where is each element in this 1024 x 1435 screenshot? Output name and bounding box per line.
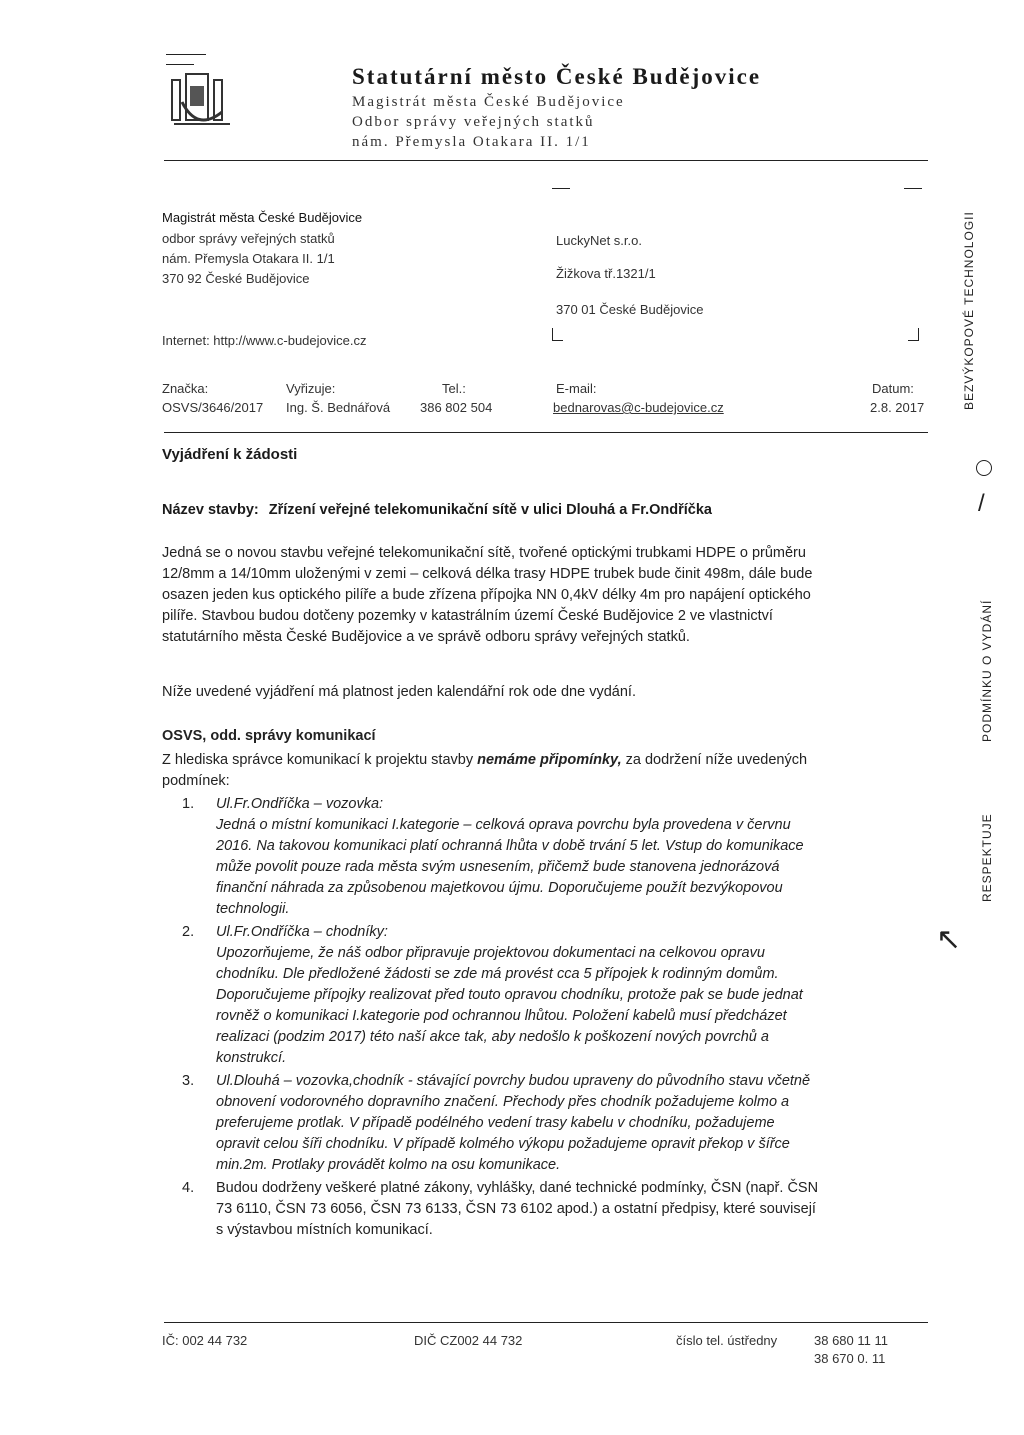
item-number: 2. bbox=[182, 924, 195, 940]
item-line: konstrukcí. bbox=[216, 1050, 287, 1066]
validity-note: Níže uvedené vyjádření má platnost jeden kalendářní rok ode dne vydání. bbox=[162, 684, 636, 700]
handwritten-note-3: RESPEKTUJE bbox=[980, 813, 994, 902]
section-intro-c: za dodržení níže uvedených bbox=[621, 752, 808, 768]
intro-line: osazen jeden kus optického pilíře a bude zřízena přípojka NN 0,4kV délky 4m pro napájení optického bbox=[162, 587, 811, 603]
item-line: Upozorňujeme, že náš odbor připravuje projektovou dokumentaci na celkovou opravu bbox=[216, 945, 765, 961]
document-title: Vyjádření k žádosti bbox=[162, 446, 298, 463]
footer-phone-label: číslo tel. ústředny bbox=[676, 1333, 778, 1348]
footer-phone-2: 38 670 0. 11 bbox=[814, 1351, 886, 1366]
recipient-city: 370 01 České Budějovice bbox=[556, 302, 704, 317]
intro-paragraph bbox=[162, 543, 924, 648]
sender-internet: Internet: http://www.c-budejovice.cz bbox=[162, 333, 367, 348]
item-number: 4. bbox=[182, 1180, 195, 1196]
handler-value: Ing. Š. Bednářová bbox=[286, 400, 391, 415]
address-window-corner-right bbox=[908, 328, 919, 341]
recipient-street: Žižkova tř.1321/1 bbox=[556, 266, 656, 281]
date-label: Datum: bbox=[872, 381, 914, 396]
recipient-name: LuckyNet s.r.o. bbox=[556, 233, 642, 248]
city-crest-logo bbox=[162, 72, 242, 138]
intro-line: 12/8mm a 14/10mm uloženými v zemi – celková délka trasy HDPE trubek bude činit 498m, dále bude bbox=[162, 566, 813, 582]
item-number: 3. bbox=[182, 1073, 195, 1089]
intro-line: statutárního města České Budějovice a ve správě odboru správy veřejných statků. bbox=[162, 629, 690, 645]
item-line: s výstavbou místních komunikací. bbox=[216, 1222, 433, 1238]
email-label: E-mail: bbox=[556, 381, 597, 396]
item-number: 1. bbox=[182, 796, 195, 812]
handwritten-note-1: BEZVÝKOPOVÉ TECHNOLOGII bbox=[962, 211, 976, 410]
intro-line: Jedná se o novou stavbu veřejné telekomunikační sítě, tvořené optickými trubkami HDPE o průměru bbox=[162, 545, 806, 561]
item-line: preferujeme protlak. V případě podélného vedení trasy kabelu v chodníku, požadujeme bbox=[216, 1115, 775, 1131]
item-line: Budou dodrženy veškeré platné zákony, vyhlášky, dané technické podmínky, ČSN (např. ČSN bbox=[216, 1180, 819, 1196]
header-line-2: Odbor správy veřejných statků bbox=[352, 114, 595, 130]
header-line-1: Magistrát města České Budějovice bbox=[352, 94, 625, 110]
section-intro-b: nemáme připomínky, bbox=[477, 752, 622, 768]
item-line: Ul.Dlouhá – vozovka,chodník - stávající povrchy budou upraveny do původního stavu včetně bbox=[216, 1073, 811, 1089]
sender-dept: odbor správy veřejných statků bbox=[162, 231, 335, 246]
item-line: technologii. bbox=[216, 901, 290, 917]
handwritten-circle-mark bbox=[976, 460, 992, 476]
ref-value: OSVS/3646/2017 bbox=[162, 400, 264, 415]
intro-line: pilíře. Stavbou budou dotčeny pozemky v katastrálním území České Budějovice 2 ve vlastnictví bbox=[162, 608, 773, 624]
sender-city: 370 92 České Budějovice bbox=[162, 271, 310, 286]
list-item bbox=[162, 1178, 932, 1241]
item-line: může povolit pouze rada města svým usnesením, přičemž bude stanovena jednorázová bbox=[216, 859, 780, 875]
handler-label: Vyřizuje: bbox=[286, 381, 336, 396]
email-link[interactable]: bednarovas@c-budejovice.cz bbox=[553, 400, 724, 415]
handwritten-arrow-icon: ↖ bbox=[936, 923, 962, 956]
list-item bbox=[162, 1071, 932, 1176]
list-item bbox=[162, 922, 932, 1069]
stavba-value: Zřízení veřejné telekomunikační sítě v ulici Dlouhá a Fr.Ondříčka bbox=[268, 502, 712, 518]
stavba-label: Název stavby: bbox=[162, 502, 259, 518]
handwritten-note-2: PODMÍNKU O VYDÁNÍ bbox=[980, 599, 994, 742]
header-line-3: nám. Přemysla Otakara II. 1/1 bbox=[352, 134, 591, 150]
sender-street: nám. Přemysla Otakara II. 1/1 bbox=[162, 251, 335, 266]
conditions-list bbox=[162, 794, 932, 1241]
item-line: opravit celou šíři chodníku. V případě kolmého výkopu požadujeme opravit překop v šířce bbox=[216, 1136, 790, 1152]
item-line: finanční náhrada za způsobenou majetkovou újmu. Doporučujeme použít bezvýkopovou bbox=[216, 880, 783, 896]
ref-label: Značka: bbox=[162, 381, 209, 396]
footer-phone-1: 38 680 11 11 bbox=[814, 1333, 888, 1348]
section-intro-d: podmínek: bbox=[162, 773, 230, 789]
tel-value: 386 802 504 bbox=[420, 400, 493, 415]
item-line: obnovení vodorovného dopravního značení. Přechody přes chodník požadujeme kolmo a bbox=[216, 1094, 790, 1110]
item-line: min.2m. Protlaky provádět kolmo na osu komunikace. bbox=[216, 1157, 561, 1173]
date-value: 2.8. 2017 bbox=[870, 400, 925, 415]
footer-ico: IČ: 002 44 732 bbox=[162, 1333, 248, 1348]
footer-dic: DIČ CZ002 44 732 bbox=[414, 1333, 523, 1348]
item-line: realizaci (podzim 2017) této naší akce tak, aby nedošlo k poškození nových povrchů a bbox=[216, 1029, 769, 1045]
item-line: Doporučujeme přípojky realizovat před touto opravou chodníku, protože pak se bude jednat bbox=[216, 987, 803, 1003]
item-line: Jedná o místní komunikaci I.kategorie – celková oprava povrchu byla provedena v červnu bbox=[216, 817, 791, 833]
address-window-corner-left bbox=[552, 328, 563, 341]
tel-label: Tel.: bbox=[442, 381, 466, 396]
list-item bbox=[162, 794, 932, 920]
stavba-row bbox=[162, 502, 712, 518]
header-title: Statutární město České Budějovice bbox=[352, 64, 762, 89]
item-line: Ul.Fr.Ondříčka – chodníky: bbox=[216, 924, 388, 940]
sender-org: Magistrát města České Budějovice bbox=[162, 210, 363, 225]
item-line: Ul.Fr.Ondříčka – vozovka: bbox=[216, 796, 384, 812]
item-line: 2016. Na takovou komunikaci platí ochranná lhůta v době trvání 5 let. Vstup do komunikace bbox=[216, 838, 804, 854]
item-line: rovněž o komunikaci I.kategorie pod ochrannou lhůtou. Položení kabelů musí předcházet bbox=[216, 1008, 787, 1024]
item-line: chodníku. Dle předložené žádosti se zde má provést cca 5 přípojek k rodinným domům. bbox=[216, 966, 779, 982]
section-title: OSVS, odd. správy komunikací bbox=[162, 728, 376, 744]
handwritten-slash-mark: / bbox=[978, 490, 985, 517]
section-intro bbox=[162, 750, 924, 792]
item-line: 73 6110, ČSN 73 6056, ČSN 73 6133, ČSN 73 6102 apod.) a ostatní předpisy, které souvisejí bbox=[216, 1201, 816, 1217]
section-intro-a: Z hlediska správce komunikací k projektu stavby bbox=[162, 752, 478, 768]
